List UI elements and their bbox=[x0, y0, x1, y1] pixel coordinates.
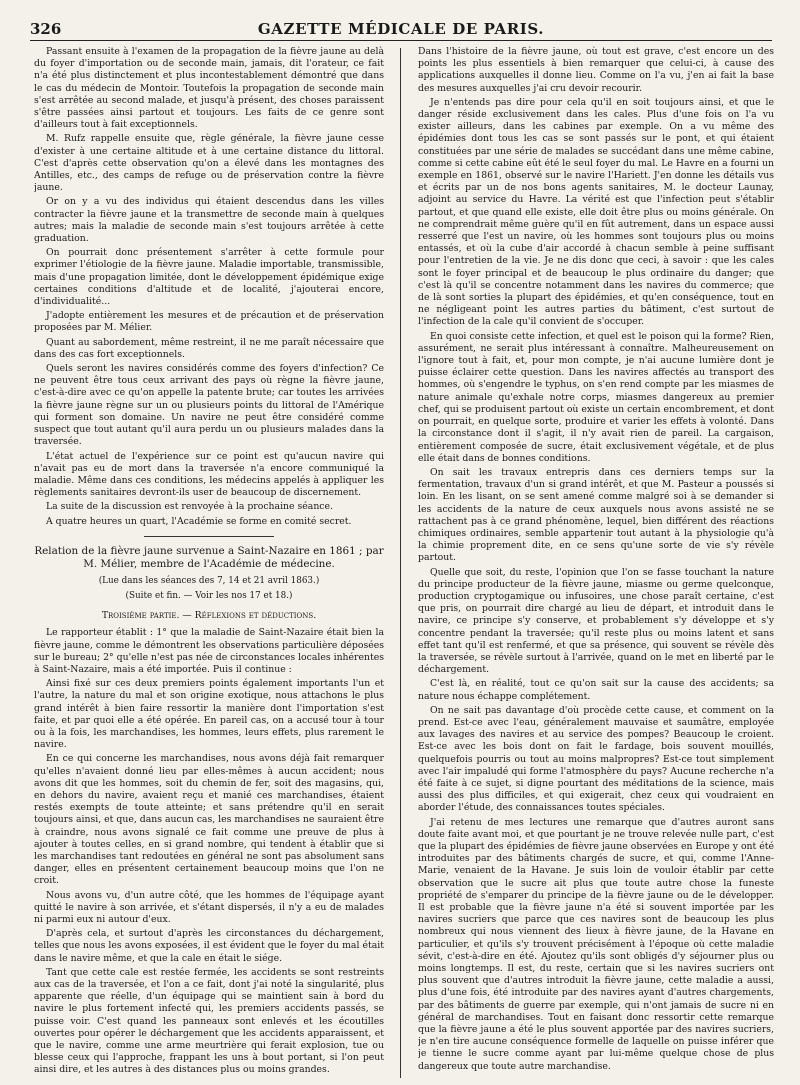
paragraph: Le rapporteur établit : 1° que la maladie de Saint-Nazaire était bien la fièvre jaune, comme le démontrent les observations particulière déposées sur le bureau; 2° qu'elle n'est pas née de circonstances locales inhérentes à Saint-Nazaire, mais a été importée. Puis il continue : bbox=[34, 627, 384, 675]
paragraph: Quels seront les navires considérés comme des foyers d'infection? Ce ne peuvent être tous ceux arrivant des pays où règne la fièvre jaune, c'est-à-dire avec ce qu'on appelle la patente brute; car toutes les arrivées la fièvre jaune règne sur un ou plusieurs points du littoral de l'Amérique qui forment son domaine. Un navire ne peut être considéré comme suspect que tout autant qu'il aura perdu un ou plusieurs malades dans la traversée. bbox=[34, 363, 384, 448]
paragraph: Passant ensuite à l'examen de la propagation de la fièvre jaune au delà du foyer d'importation ou de seconde main, jamais, dit l'orateur, ce fait n'a été plus distinctement et plus incontestablement démontré que dans le cas du médecin de Montoir. Toutefois la propagation de seconde main s'est arrêtée au second malade, et jusqu'à présent, des choses paraissent s'être passées ainsi partout et toujours. Les faits de ce genre sont d'ailleurs tout à fait exceptionnels. bbox=[34, 46, 384, 131]
paragraph: On sait les travaux entrepris dans ces derniers temps sur la fermentation, travaux d'un si grand intérêt, et que M. Pasteur a poussés si loin. En les lisant, on se sent amené comme malgré soi à se demander si les accidents de la nature de ceux auxquels nous avons assisté ne se rattachent pas à ce grand phénomène, lequel, bien différent des réactions chimiques ordinaires, semble appartenir tout autant à la physiologie qu'à la chimie proprement dite, en ce sens qu'une sorte de vie s'y révèle partout. bbox=[418, 466, 774, 564]
right-column bbox=[418, 46, 774, 1081]
paragraph: Tant que cette cale est restée fermée, les accidents se sont restreints aux cas de la traversée, et l'on a ce fait, dont j'ai noté la singularité, plus apparente que réelle, d'un équipage qui se maintient sain à bord du navire le plus fortement infecté qui, les premiers accidents passés, se puisse voir. C'est quand les panneaux sont enlevés et les écoutilles ouvertes pour opérer le déchargement que les accidents apparaissent, et que le navire, comme une arme meurtrière qui ferait explosion, tue ou blesse ceux qui l'approche, frappant les uns à bout portant, si l'on peut ainsi dire, et les autres à des distances plus ou moins grandes. bbox=[34, 966, 384, 1076]
page-number: 326 bbox=[30, 20, 62, 38]
article-title: Relation de la fièvre jaune survenue a Saint-Nazaire en 1861 ; par M. Mélier, membre de l'Académie de médecine. bbox=[34, 544, 384, 571]
section-heading: Troisième partie. — Réflexions et déductions. bbox=[101, 610, 317, 622]
article-subtitle: (Lue dans les séances des 7, 14 et 21 avril 1863.) bbox=[98, 575, 320, 586]
column-divider bbox=[400, 48, 401, 1078]
paragraph: Or on y a vu des individus qui étaient descendus dans les villes contracter la fièvre jaune et la transmettre de seconde main à quelques autres; mais la maladie de seconde main s'est toujours arrêtée à cette graduation. bbox=[34, 196, 384, 245]
paragraph: A quatre heures un quart, l'Académie se forme en comité secret. bbox=[46, 515, 352, 527]
journal-title: GAZETTE MÉDICALE DE PARIS. bbox=[257, 20, 545, 38]
paragraph: D'après cela, et surtout d'après les circonstances du déchargement, telles que nous les avons exposées, il est évident que le foyer du mal était dans le navire même, et que la cale en était le siége. bbox=[34, 928, 384, 964]
paragraph: Nous avons vu, d'un autre côté, que les hommes de l'équipage ayant quitté le navire à son arrivée, et s'étant dispersés, il n'y a eu de malades ni parmi eux ni autour d'eux. bbox=[34, 889, 384, 925]
paragraph: Je n'entends pas dire pour cela qu'il en soit toujours ainsi, et que le danger réside exclusivement dans les cales. Plus d'une fois on l'a vu exister ailleurs, dans les cabines par exemple. On a vu même des épidémies dont tous les cas se sont passés sur le pont, et qui étaient constituées par une série de malades se succédant dans une même cabine, comme si cette cabine eût été le seul foyer du mal. Le Havre en a fourni un exemple en 1861, observé sur le navire l'Hariett. J'en donne les détails vus et écrits par un de nos bons agents sanitaires, M. le docteur Launay, adjoint au service du Havre. La vérité est que l'infection peut s'établir partout, et que quand elle existe, elle doit être plus ou moins générale. On ne comprendrait même guère qu'il en fût autrement, dans un espace aussi resserré que l'est un navire, où les hommes sont toujours plus ou moins entassés, et où la cube d'air accordé à chacun semble à peine suffisant pour l'entretien de la vie. Je ne dis donc que ceci, à savoir : que les cales sont le foyer principal et de beaucoup le plus ordinaire du danger; que c'est là qu'il se concentre notamment dans les navires du commerce; que de là sont sorties la plupart des épidémies, et qu'en conséquence, tout en ne négligeant point les autres parties du bâtiment, c'est surtout de l'infection de la cale qu'il convient de s'occuper. bbox=[418, 96, 774, 328]
paragraph: Quelle que soit, du reste, l'opinion que l'on se fasse touchant la nature du principe producteur de la fièvre jaune, miasme ou germe quelconque, production cryptogamique ou infusoires, une chose paraît certaine, c'est que pris, on pourrait dire chargé au lieu de départ, et introduit dans le navire, ce principe s'y conserve, et probablement s'y développe et s'y concentre pendant la traversée; qu'il reste plus ou moins latent et sans effet tant qu'il est renfermé, et que sa présence, qui souvent se révèle dès la traversée, se révèle surtout à l'arrivée, quand on le met en liberté par le déchargement. bbox=[418, 566, 774, 676]
page-header bbox=[30, 14, 772, 41]
paragraph: J'ai retenu de mes lectures une remarque que d'autres auront sans doute faite avant moi, et que pourtant je ne trouve relevée nulle part, c'est que la plupart des épidémies de fièvre jaune observées en Europe y ont été introduites par des bâtiments chargés de sucre, et qui, comme l'Anne-Marie, venaient de la Havane. Je suis loin de vouloir établir par cette observation que le sucre ait plus que toute autre chose la funeste propriété de s'emparer du principe de la fièvre jaune ou de le développer. Il est probable que la fièvre jaune n'a été si souvent importée par les navires sucriers que parce que ces navires sont de beaucoup les plus nombreux qui nous viennent des lieux à fièvre jaune, de la Havane en particulier, et qu'ils s'y trouvent précisément à l'époque où cette maladie sévit, c'est-à-dire en été. Ajoutez qu'ils sont obligés d'y séjourner plus ou moins longtemps. Il est, du reste, certain que si les navires sucriers ont plus souvent que d'autres introduit la fièvre jaune, cette maladie a aussi, plus d'une fois, été introduite par des navires ayant d'autres chargements, par des bâtiments de guerre par exemple, qui n'ont jamais de sucre ni en général de marchandises. Tout en faisant donc ressortir cette remarque que la fièvre jaune a été le plus souvent apportée par des navires sucriers, je n'en tire aucune conséquence formelle de laquelle on puisse inférer que je tienne le sucre comme ayant par lui-même quelque chose de plus dangereux que toute autre marchandise. bbox=[418, 816, 774, 1072]
left-column bbox=[34, 46, 384, 1081]
paragraph: La suite de la discussion est renvoyée à la prochaine séance. bbox=[46, 501, 333, 513]
paragraph: On ne sait pas davantage d'où procède cette cause, et comment on la prend. Est-ce avec l'eau, généralement mauvaise et saumâtre, employée aux lavages des navires et au service des pompes? Beaucoup le croient. Est-ce avec les bois dont on fait le fardage, bois souvent mouillés, quelquefois pourris ou tout au moins malpropres? Est-ce tout simplement avec l'air impaludé qui forme l'atmosphère du pays? Aucune recherche n'a été faite à ce sujet, si digne pourtant des méditations de la science, mais aussi des plus difficiles, et qui exigerait, chez ceux qui voudraient en aborder l'étude, des connaissances toutes spéciales. bbox=[418, 704, 774, 814]
paragraph: En ce qui concerne les marchandises, nous avons déjà fait remarquer qu'elles n'avaient donné lieu par elles-mêmes à aucun accident; nous avons dit que les hommes, soit du chemin de fer, soit des magasins, qui, en dehors du navire, avaient reçu et manié ces marchandises, étaient restés exempts de toute atteinte; et sans prétendre qu'il en serait toujours ainsi, et que, dans aucun cas, les marchandises ne sauraient être à craindre, nous avons signalé ce fait comme une preuve de plus à ajouter à toutes celles, en si grand nombre, qui tendent à établir que si les marchandises tant redoutées en général ne sont pas absolument sans danger, elles en présentent certainement beaucoup moins que l'on ne croit. bbox=[34, 753, 384, 887]
paragraph: L'état actuel de l'expérience sur ce point est qu'aucun navire qui n'avait pas eu de mort dans la traversée n'a encore communiqué la maladie. Même dans ces conditions, les médecins appelés à appliquer les règlements sanitaires devront-ils user de beaucoup de discernement. bbox=[34, 450, 384, 499]
paragraph: Quant au sabordement, même restreint, il ne me paraît nécessaire que dans des cas fort exceptionnels. bbox=[34, 336, 384, 360]
paragraph: En quoi consiste cette infection, et quel est le poison qui la forme? Rien, assurément, ne serait plus intéressant à connaître. Malheureusement on l'ignore tout à fait, et, pour mon compte, je n'ai aucune lumière dont je puisse éclairer cette question. Dans les navires affectés au transport des hommes, où s'engendre le typhus, on s'en rend compte par les miasmes de nature animale qu'exhale notre corps, miasmes dangereux au premier chef, qui se produisent partout où existe un certain encombrement, et dont on pourrait, en quelque sorte, produire et varier les effets à volonté. Dans la circonstance dont il s'agit, il n'y avait rien de pareil. La cargaison, entièrement composée de sucre, était exclusivement végétale, et de plus elle était dans de bonnes conditions. bbox=[418, 330, 774, 464]
paragraph: On pourrait donc présentement s'arrêter à cette formule pour exprimer l'étiologie de la fièvre jaune. Maladie importable, transmissible, mais d'une propagation limitée, dont le développement épidémique exige certaines conditions d'altitude et de localité, j'ajouterai encore, d'individualité... bbox=[34, 247, 384, 308]
paragraph: Ainsi fixé sur ces deux premiers points également importants l'un et l'autre, la nature du mal et son origine exotique, nous attachons le plus grand intérêt à bien faire ressortir la manière dont l'importation s'est faite, et par quoi elle a été opérée. En pareil cas, on a accusé tour à tour ou à la fois, les marchandises, les hommes, leurs effets, plus rarement le navire. bbox=[34, 678, 384, 751]
paragraph: C'est là, en réalité, tout ce qu'on sait sur la cause des accidents; sa nature nous échappe complétement. bbox=[418, 678, 774, 702]
paragraph: Dans l'histoire de la fièvre jaune, où tout est grave, c'est encore un des points les plus essentiels à bien remarquer que celui-ci, à cause des applications auxquelles il donne lieu. Comme on l'a vu, j'en ai fait la base des mesures auxquelles j'ai cru devoir recourir. bbox=[418, 46, 774, 94]
article-continuation-note: (Suite et fin. — Voir les nos 17 et 18.) bbox=[125, 590, 293, 601]
paragraph: M. Rufz rappelle ensuite que, règle générale, la fièvre jaune cesse d'exister à une certaine altitude et à une certaine distance du littoral. C'est d'après cette observation qu'on a élevé dans les montagnes des Antilles, etc., des camps de refuge ou de préservation contre la fièvre jaune. bbox=[34, 133, 384, 194]
separator-rule bbox=[144, 536, 274, 537]
paragraph: J'adopte entièrement les mesures et de précaution et de préservation proposées par M. Mélier. bbox=[34, 310, 384, 334]
